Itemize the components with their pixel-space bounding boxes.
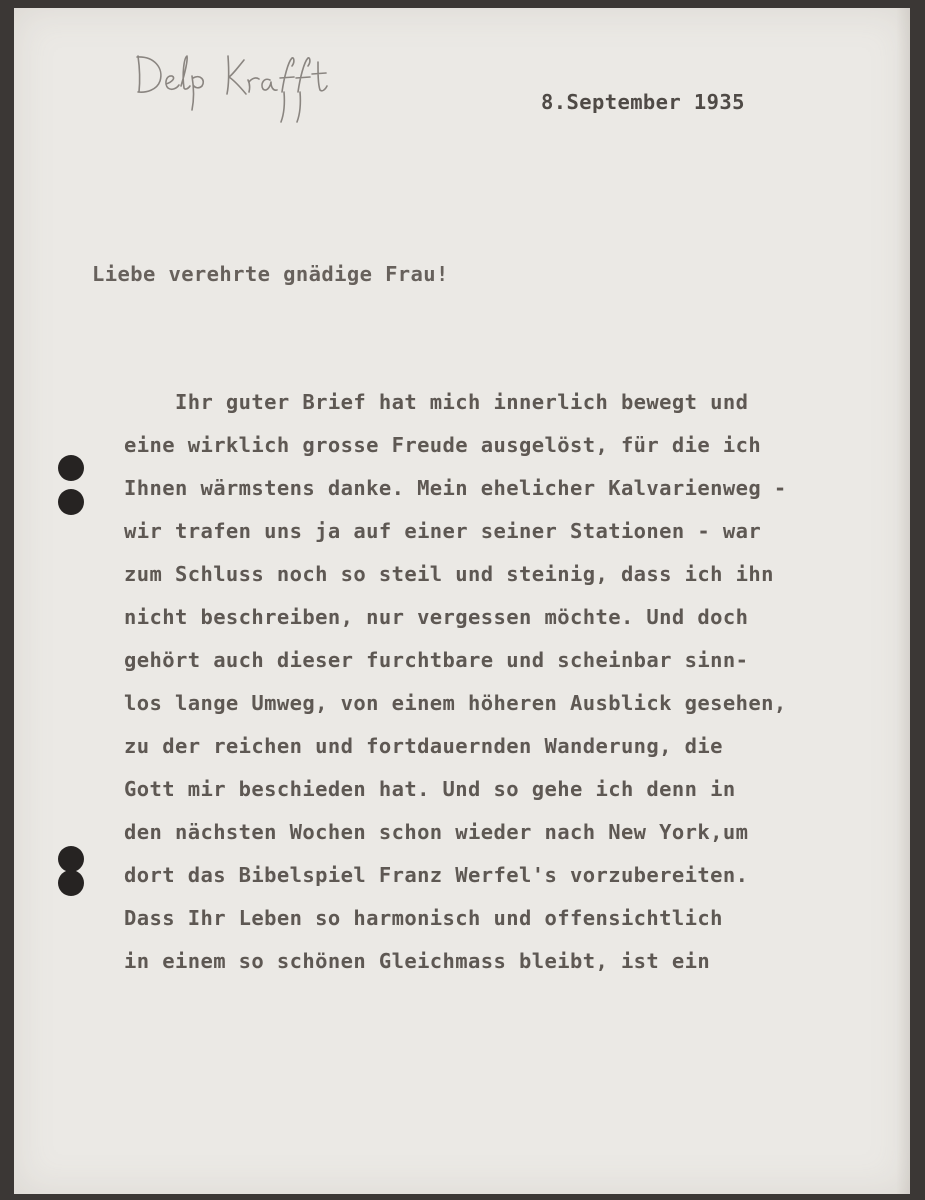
punch-hole-top-2 <box>58 489 84 515</box>
sheet-shading <box>896 8 910 1194</box>
punch-hole-bottom-1 <box>58 846 84 872</box>
letter-line: gehört auch dieser furchtbare und scheinbar sinn- <box>124 648 749 672</box>
handwritten-annotation <box>132 48 347 128</box>
letter-line: Ihr guter Brief hat mich innerlich bewegt und <box>124 390 749 414</box>
letter-line: nicht beschreiben, nur vergessen möchte. Und doch <box>124 605 749 629</box>
letter-line: zu der reichen und fortdauernden Wanderung, die <box>124 734 723 758</box>
letter-line: Dass Ihr Leben so harmonisch und offensichtlich <box>124 906 723 930</box>
letter-line: Ihnen wärmstens danke. Mein ehelicher Kalvarienweg - <box>124 476 787 500</box>
letter-line: den nächsten Wochen schon wieder nach New York,um <box>124 820 749 844</box>
letter-line: wir trafen uns ja auf einer seiner Stationen - war <box>124 519 762 543</box>
letter-line: Gott mir beschieden hat. Und so gehe ich denn in <box>124 777 736 801</box>
letter-line: dort das Bibelspiel Franz Werfel's vorzubereiten. <box>124 863 749 887</box>
letter-line: eine wirklich grosse Freude ausgelöst, für die ich <box>124 433 762 457</box>
punch-hole-top-1 <box>58 455 84 481</box>
letter-sheet <box>14 8 910 1194</box>
letter-line: zum Schluss noch so steil und steinig, dass ich ihn <box>124 562 774 586</box>
letter-line: in einem so schönen Gleichmass bleibt, ist ein <box>124 949 711 973</box>
letter-date: 8.September 1935 <box>541 90 745 114</box>
letter-salutation: Liebe verehrte gnädige Frau! <box>92 262 449 286</box>
punch-hole-bottom-2 <box>58 870 84 896</box>
annotation-text: Delp Krafft <box>132 48 137 49</box>
letter-line: los lange Umweg, von einem höheren Ausblick gesehen, <box>124 691 787 715</box>
